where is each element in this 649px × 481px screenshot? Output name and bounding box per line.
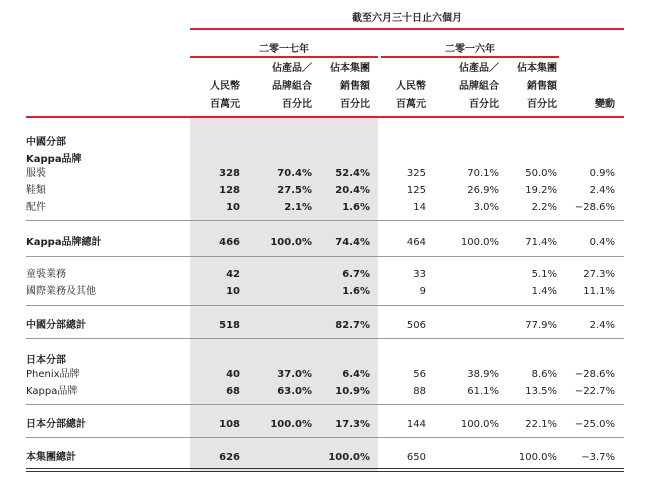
row-label: 中國分部總計 <box>26 320 86 331</box>
cell-value: 626 <box>219 452 240 463</box>
cell-value: 100.0% <box>460 237 499 248</box>
cell-value: 0.9% <box>589 168 615 179</box>
cell-value: 19.2% <box>525 185 557 196</box>
cell-value: 77.9% <box>525 320 557 331</box>
cell-value: 2.2% <box>531 202 557 213</box>
cell-value: 68 <box>226 386 240 397</box>
cell-value: 82.7% <box>335 320 370 331</box>
col4-header: 人民幣 百萬元 <box>396 81 426 110</box>
subtotal-row <box>0 235 649 250</box>
col2-header: 佔產品／ 品牌組合 百分比 <box>272 63 312 110</box>
cell-value: 88 <box>413 386 426 397</box>
cell-value: −25.0% <box>574 419 615 430</box>
cell-value: 52.4% <box>335 168 370 179</box>
row-label: 本集團總計 <box>26 452 76 463</box>
cell-value: 22.1% <box>525 419 557 430</box>
period-2016: 二零一六年 <box>445 44 495 55</box>
section-japan: 日本分部 <box>26 355 66 366</box>
col1-header: 人民幣 百萬元 <box>210 81 240 110</box>
cell-value: 17.3% <box>335 419 370 430</box>
cell-value: 71.4% <box>525 237 557 248</box>
cell-value: 5.1% <box>531 269 557 280</box>
cell-value: 63.0% <box>277 386 312 397</box>
cell-value: 328 <box>219 168 240 179</box>
subtotal-row <box>0 318 649 333</box>
row-label: Kappa品牌總計 <box>26 237 102 248</box>
cell-value: 33 <box>413 269 426 280</box>
subtotal-row <box>0 417 649 432</box>
row-label: Phenix品牌 <box>26 369 80 380</box>
cell-value: 650 <box>406 452 426 463</box>
cell-value: 10 <box>226 202 240 213</box>
grand-total-row <box>0 450 649 465</box>
cell-value: 2.4% <box>589 185 615 196</box>
table-row <box>0 284 649 299</box>
row-divider <box>26 256 624 257</box>
period-2016-rule <box>381 56 559 58</box>
cell-value: 27.3% <box>583 269 615 280</box>
cell-value: 27.5% <box>277 185 312 196</box>
cell-value: 50.0% <box>525 168 557 179</box>
cell-value: 14 <box>413 202 426 213</box>
row-divider <box>26 437 624 438</box>
cell-value: 2.1% <box>284 202 312 213</box>
total-rule-top <box>26 468 624 469</box>
table-row <box>0 166 649 181</box>
table-title: 截至六月三十日止六個月 <box>352 13 462 24</box>
cell-value: 74.4% <box>335 237 370 248</box>
col7-header: 變動 <box>595 99 615 110</box>
row-divider <box>26 338 624 339</box>
cell-value: 13.5% <box>525 386 557 397</box>
cell-value: 1.4% <box>531 286 557 297</box>
row-label: 服裝 <box>26 168 46 179</box>
cell-value: 108 <box>219 419 240 430</box>
row-label: Kappa品牌 <box>26 386 78 397</box>
cell-value: 8.6% <box>531 369 557 380</box>
header-rule <box>26 116 624 118</box>
cell-value: −28.6% <box>574 202 615 213</box>
cell-value: 11.1% <box>583 286 615 297</box>
col5-header: 佔產品／ 品牌組合 百分比 <box>459 63 499 110</box>
cell-value: 100.0% <box>270 237 312 248</box>
cell-value: 61.1% <box>467 386 499 397</box>
cell-value: 144 <box>406 419 426 430</box>
cell-value: 1.6% <box>342 286 370 297</box>
cell-value: 506 <box>406 320 426 331</box>
cell-value: 0.4% <box>589 237 615 248</box>
col3-header: 佔本集團 銷售額 百分比 <box>330 63 370 110</box>
cell-value: 125 <box>406 185 426 196</box>
cell-value: 10.9% <box>335 386 370 397</box>
cell-value: 40 <box>226 369 240 380</box>
cell-value: 37.0% <box>277 369 312 380</box>
cell-value: 100.0% <box>518 452 557 463</box>
cell-value: 128 <box>219 185 240 196</box>
section-china: 中國分部 <box>26 137 66 148</box>
cell-value: 20.4% <box>335 185 370 196</box>
cell-value: 70.1% <box>467 168 499 179</box>
cell-value: 3.0% <box>473 202 499 213</box>
row-divider <box>26 220 624 221</box>
cell-value: 70.4% <box>277 168 312 179</box>
row-divider <box>26 404 624 405</box>
cell-value: 10 <box>226 286 240 297</box>
cell-value: −3.7% <box>581 452 615 463</box>
cell-value: 6.7% <box>342 269 370 280</box>
cell-value: −22.7% <box>574 386 615 397</box>
cell-value: 1.6% <box>342 202 370 213</box>
row-label: 童裝業務 <box>26 269 66 280</box>
row-label: 配件 <box>26 202 46 213</box>
table-row <box>0 267 649 282</box>
col6-header: 佔本集團 銷售額 百分比 <box>517 63 557 110</box>
title-rule <box>190 28 624 30</box>
cell-value: 466 <box>219 237 240 248</box>
cell-value: 2.4% <box>589 320 615 331</box>
period-2017: 二零一七年 <box>259 44 309 55</box>
cell-value: 518 <box>219 320 240 331</box>
cell-value: −28.6% <box>574 369 615 380</box>
row-label: 日本分部總計 <box>26 419 86 430</box>
period-2017-rule <box>190 56 378 58</box>
cell-value: 9 <box>419 286 426 297</box>
cell-value: 325 <box>406 168 426 179</box>
cell-value: 100.0% <box>270 419 312 430</box>
cell-value: 38.9% <box>467 369 499 380</box>
cell-value: 100.0% <box>328 452 370 463</box>
table-row <box>0 200 649 215</box>
table-row <box>0 367 649 382</box>
cell-value: 100.0% <box>460 419 499 430</box>
cell-value: 56 <box>413 369 426 380</box>
table-row <box>0 183 649 198</box>
cell-value: 6.4% <box>342 369 370 380</box>
table-row <box>0 384 649 399</box>
row-label: 國際業務及其他 <box>26 286 96 297</box>
cell-value: 26.9% <box>467 185 499 196</box>
cell-value: 42 <box>226 269 240 280</box>
section-kappa: Kappa品牌 <box>26 154 82 165</box>
row-divider <box>26 305 624 306</box>
cell-value: 464 <box>406 237 426 248</box>
row-label: 鞋類 <box>26 185 46 196</box>
total-rule-bottom <box>26 471 624 472</box>
